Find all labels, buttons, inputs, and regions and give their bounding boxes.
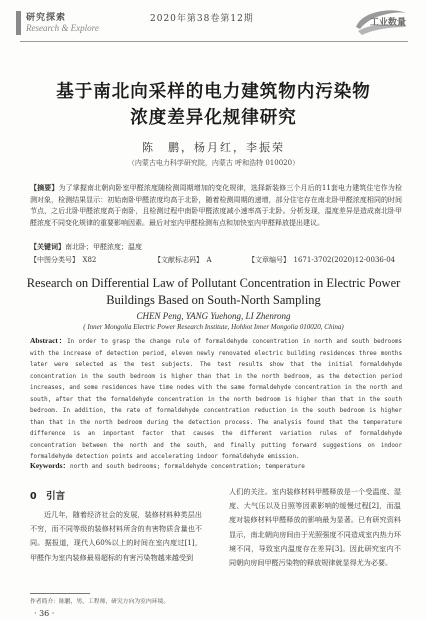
clc-number: 【中图分类号】 X82 xyxy=(30,256,97,264)
page-header xyxy=(0,0,427,48)
keywords-zh-text: 南北卧；甲醛浓度；温度 xyxy=(65,243,142,251)
journal-logo xyxy=(352,5,410,37)
header-rule xyxy=(20,41,408,42)
section-heading: 0 引言 xyxy=(30,491,66,502)
body-column-left: 近几年，随着经济社会的发展，装修材料种类层出不穷，而不同等级的装修材料所含的有害物质含量也不同。据报道，现代人60%以上的时间在室内度过[1]，甲醛作为室内装修最易超标的有害污染物越来越受到 xyxy=(30,510,202,562)
institution-en: ( Inner Mongolia Electric Power Research Institute, Hohhot Inner Mongolia 010020, China) xyxy=(83,323,344,331)
column-tag xyxy=(16,9,99,39)
footnote-rule xyxy=(30,593,90,594)
journal-logo-text: 工业数量 xyxy=(370,18,407,28)
abstract-en-label: Abstract： xyxy=(30,336,68,345)
title-en-line-1: Research on Differential Law of Pollutant Concentration in Electric Power xyxy=(26,276,401,290)
title-en-line-2: Buildings Based on South-North Sampling xyxy=(106,293,321,307)
keywords-en-label: Keywords： xyxy=(30,461,70,470)
document-code: 【文献标志码】 A xyxy=(154,256,212,264)
keywords-en xyxy=(30,460,402,471)
title-zh-line-2: 浓度差异化规律研究 xyxy=(130,108,297,128)
title-zh-line-1: 基于南北向采样的电力建筑物内污染物 xyxy=(56,82,371,102)
column-tag-bar xyxy=(16,11,21,35)
issue-info: 2020年第38卷第12期 xyxy=(150,14,254,24)
article-number: 【文章编号】 1671-3702(2020)12-0036-04 xyxy=(248,256,396,264)
abstract-en-text: In order to grasp the change rule of formaldehyde concentration in north and south bedrooms with the increase of detection period, eleven newly renovated electric building residences three months later were selected as the test subjects. The test results show that the initial formaldehyde concentration in the south bedroom is higher than that in the north bedroom, as the detection period increases, and some residences have time nodes with the same formaldehyde concentration in the north and south, after that the formaldehyde concentration in the north bedroom is higher than that in the south bedroom. In addition, the rate of formaldehyde concentration reduction in the south bedroom is higher than that in the north bedroom during the detection process. The analysis found that the temperature difference is an important factor that causes the different variation rules of formaldehyde concentration between the north and the south, and finally putting forward suggestions on indoor formaldehyde detection points and accelerating indoor formaldehyde emission. xyxy=(30,339,402,460)
column-name-zh: 研究探索 xyxy=(26,13,67,23)
column-name-en: Research & Explore xyxy=(26,23,99,33)
page-number: · 36 · xyxy=(34,609,55,618)
body-column-right: 人们的关注。室内装修材料甲醛释放是一个受温度、湿度、大气压以及日照等因素影响的缓慢过程[2]，而温度对装修材料甲醛释放的影响最为显著。已有研究资料显示，南北朝向房间由于光照强度不同造成室内热力环境不同，导致室内温度存在差异[3]。因此研究室内不同朝向房间甲醛污染物的释放规律就显得尤为必要。 xyxy=(229,487,401,568)
abstract-zh-label: 【摘要】 xyxy=(30,183,59,192)
abstract-zh-text: 为了掌握南北朝向卧室甲醛浓度随检测周期增加的变化规律，选择新装修三个月后的11套电力建筑住宅作为检测对象，检测结果显示：初始南卧甲醛浓度均高于北卧，随着检测周期的递增，部分住宅存在南北卧甲醛浓度相同的时间节点，之后北卧甲醛浓度高于南卧，且检测过程中南卧甲醛浓度减小速率高于北卧。分析发现，温度差异是造成南北卧甲醛浓度不同变化规律的重要影响因素。最后对室内甲醛检测布点和加快室内甲醛释放提出建议。 xyxy=(30,184,403,227)
abstract-zh xyxy=(30,182,402,229)
institution-zh: （内蒙古电力科学研究院，内蒙古 呼和浩特 010020） xyxy=(127,159,300,167)
author-footnote: 作者简介：陈鹏，男，工程师，研究方向为室内环境。 xyxy=(30,599,170,605)
authors-en: CHEN Peng, YANG Yuehong, LI Zhenrong xyxy=(136,311,291,321)
keywords-zh-label: 【关键词】 xyxy=(30,242,65,251)
abstract-en xyxy=(30,335,402,464)
keywords-zh xyxy=(30,241,402,254)
keywords-en-text: north and south bedrooms; formaldehyde concentration; temperature xyxy=(70,463,305,470)
authors-zh: 陈 鹏，杨月红，李振荣 xyxy=(142,141,285,154)
